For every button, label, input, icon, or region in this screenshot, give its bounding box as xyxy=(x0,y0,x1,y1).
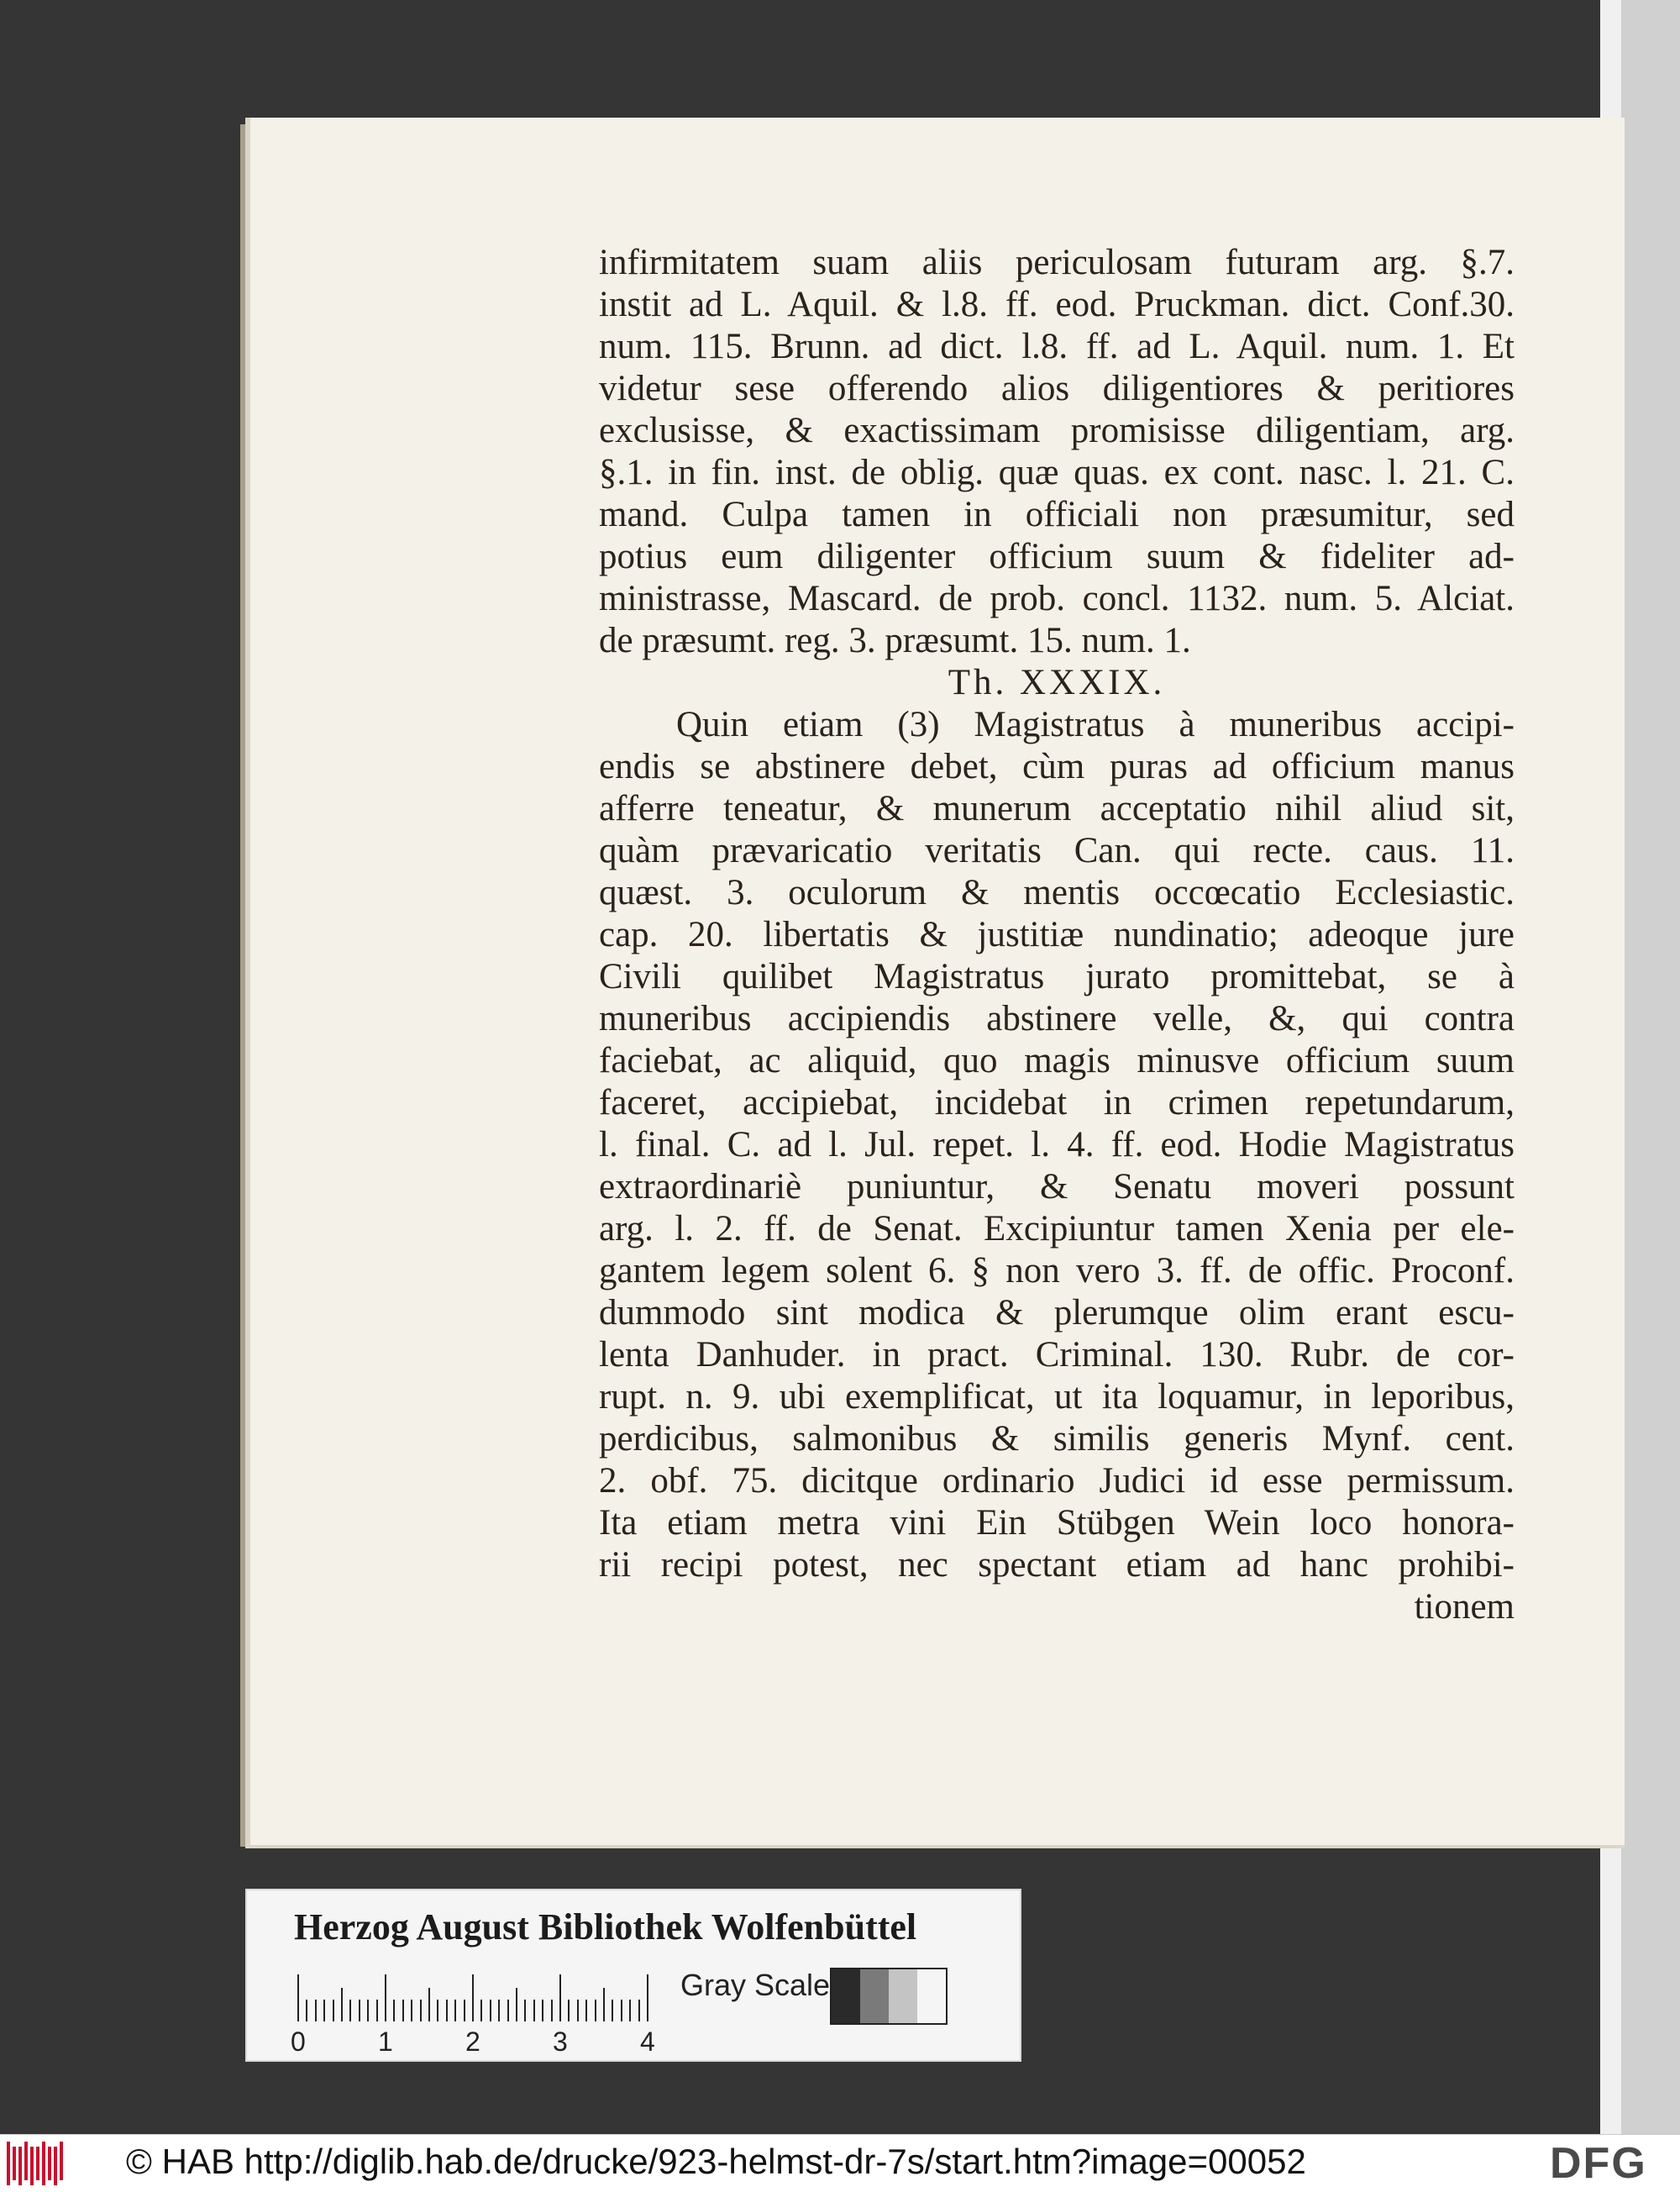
text-line: extraordinariè puniuntur, & Senatu moveri possunt xyxy=(599,1167,1515,1206)
text-line: dummodo sint modica & plerumque olim erant escu- xyxy=(599,1293,1515,1333)
logo-bar xyxy=(7,2142,10,2185)
text-line: infirmitatem suam aliis periculosam futuram arg. §.7. xyxy=(599,243,1515,282)
ruler-tick xyxy=(490,2000,491,2021)
ruler-tick xyxy=(420,2000,422,2021)
text-line: de præsumt. reg. 3. præsumt. 15. num. 1. xyxy=(599,621,1191,660)
ruler-tick xyxy=(437,2000,438,2021)
ruler-tick xyxy=(551,2000,553,2021)
text-line: perdicibus, salmonibus & similis generis Mynf. cent. xyxy=(599,1419,1515,1459)
ruler-tick xyxy=(568,2000,570,2021)
ruler-number: 0 xyxy=(291,2026,306,2057)
ruler-tick xyxy=(306,2000,307,2021)
text-line: arg. l. 2. ff. de Senat. Excipiuntur tamen Xenia per ele- xyxy=(599,1209,1515,1248)
logo-bar xyxy=(36,2147,39,2180)
ruler-tick xyxy=(333,2000,334,2021)
text-line: ministrasse, Mascard. de prob. concl. 1132. num. 5. Alciat. xyxy=(599,579,1515,618)
ruler-tick xyxy=(559,1974,561,2021)
text-line: lenta Danhuder. in pract. Criminal. 130. Rubr. de cor- xyxy=(599,1335,1515,1375)
logo-bar xyxy=(42,2142,45,2185)
gray-swatch xyxy=(860,1969,889,2023)
ruler-tick xyxy=(524,2000,526,2021)
ruler-tick xyxy=(367,2000,369,2021)
thesis-heading: Th. XXXIX. xyxy=(948,663,1166,702)
ruler-tick xyxy=(464,2000,465,2021)
library-title: Herzog August Bibliothek Wolfenbüttel xyxy=(294,1906,917,1948)
text-line: potius eum diligenter officium suum & fideliter ad- xyxy=(599,537,1515,576)
ruler-tick xyxy=(533,2000,535,2021)
text-line: rupt. n. 9. ubi exemplificat, ut ita loquamur, in leporibus, xyxy=(599,1377,1515,1417)
text-line: l. final. C. ad l. Jul. repet. l. 4. ff. eod. Hodie Magistratus xyxy=(599,1125,1515,1164)
text-line: muneribus accipiendis abstinere velle, &, qui contra xyxy=(599,999,1515,1038)
measurement-ruler xyxy=(297,1971,650,2021)
logo-bar xyxy=(13,2147,16,2180)
gray-scale-swatches xyxy=(830,1968,948,2025)
gray-swatch xyxy=(917,1969,946,2023)
ruler-tick xyxy=(359,2000,360,2021)
dfg-logo: DFG xyxy=(1550,2139,1647,2188)
ruler-tick xyxy=(621,2000,622,2021)
text-line: Ita etiam metra vini Ein Stübgen Wein loco honora- xyxy=(599,1503,1515,1543)
ruler-tick xyxy=(542,2000,543,2021)
ruler-tick xyxy=(585,2000,587,2021)
ruler-tick xyxy=(507,2000,509,2021)
ruler-numbers xyxy=(291,2026,660,2060)
text-line: Civili quilibet Magistratus jurato promittebat, se à xyxy=(599,957,1515,996)
ruler-tick xyxy=(647,1974,648,2021)
logo-bar xyxy=(24,2142,28,2180)
text-line: gantem legem solent 6. § non vero 3. ff. de offic. Proconf. xyxy=(599,1251,1515,1290)
text-line: quàm prævaricatio veritatis Can. qui recte. caus. 11. xyxy=(599,831,1515,870)
footer-bar xyxy=(0,2134,1680,2192)
text-line: §.1. in fin. inst. de oblig. quæ quas. ex cont. nasc. l. 21. C. xyxy=(599,453,1515,492)
ruler-number: 4 xyxy=(640,2026,655,2057)
ruler-tick xyxy=(297,1974,299,2021)
ruler-tick xyxy=(315,2000,317,2021)
library-label-card xyxy=(245,1889,1021,2062)
ruler-tick xyxy=(341,1988,343,2021)
gray-swatch xyxy=(832,1969,860,2023)
ruler-tick xyxy=(428,1988,430,2021)
text-line: mand. Culpa tamen in officiali non præsumitur, sed xyxy=(599,495,1515,534)
ruler-tick xyxy=(516,1988,517,2021)
ruler-tick xyxy=(376,2000,378,2021)
logo-bar xyxy=(48,2147,51,2180)
text-line: 2. obf. 75. dicitque ordinario Judici id esse permissum. xyxy=(599,1461,1515,1501)
text-line: endis se abstinere debet, cùm puras ad officium manus xyxy=(599,747,1515,786)
ruler-number: 1 xyxy=(378,2026,393,2057)
gray-swatch xyxy=(889,1969,917,2023)
text-line: Quin etiam (3) Magistratus à muneribus accipi- xyxy=(676,705,1515,744)
gray-scale-label: Gray Scale xyxy=(680,1968,831,2002)
ruler-tick xyxy=(480,2000,482,2021)
ruler-number: 3 xyxy=(553,2026,568,2057)
ruler-tick xyxy=(454,2000,456,2021)
ruler-tick xyxy=(402,2000,404,2021)
text-line: faciebat, ac aliquid, quo magis minusve officium suum xyxy=(599,1041,1515,1080)
ruler-tick xyxy=(393,2000,395,2021)
ruler-tick xyxy=(603,1988,605,2021)
ruler-tick xyxy=(498,2000,500,2021)
ruler-tick xyxy=(446,2000,448,2021)
text-line: quæst. 3. oculorum & mentis occœcatio Ecclesiastic. xyxy=(599,873,1515,912)
ruler-tick xyxy=(629,2000,631,2021)
ruler-tick xyxy=(385,1974,386,2021)
text-line: videtur sese offerendo alios diligentiores & peritiores xyxy=(599,369,1515,408)
ruler-tick xyxy=(472,1974,474,2021)
logo-bar xyxy=(30,2147,34,2185)
ruler-tick xyxy=(349,2000,351,2021)
text-line: num. 115. Brunn. ad dict. l.8. ff. ad L. Aquil. num. 1. Et xyxy=(599,327,1515,366)
ruler-tick xyxy=(638,2000,640,2021)
text-line: rii recipi potest, nec spectant etiam ad hanc prohibi- xyxy=(599,1545,1515,1585)
ruler-tick xyxy=(595,2000,596,2021)
text-line: afferre teneatur, & munerum acceptatio nihil aliud sit, xyxy=(599,789,1515,828)
ruler-tick xyxy=(577,2000,579,2021)
catchword: tionem xyxy=(1414,1587,1515,1627)
ruler-tick xyxy=(323,2000,325,2021)
ruler-tick xyxy=(411,2000,412,2021)
logo-bar xyxy=(18,2147,22,2185)
logo-bar xyxy=(54,2147,57,2185)
text-line: cap. 20. libertatis & justitiæ nundinatio; adeoque jure xyxy=(599,915,1515,954)
text-line: faceret, accipiebat, incidebat in crimen repetundarum, xyxy=(599,1083,1515,1122)
ruler-tick xyxy=(612,2000,613,2021)
ruler-number: 2 xyxy=(465,2026,480,2057)
logo-bar xyxy=(60,2142,63,2180)
hab-logo-icon xyxy=(7,2142,71,2185)
text-line: instit ad L. Aquil. & l.8. ff. eod. Pruckman. dict. Conf.30. xyxy=(599,285,1515,324)
footer-copyright-link[interactable]: © HAB http://diglib.hab.de/drucke/923-helmst-dr-7s/start.htm?image=00052 xyxy=(126,2142,1306,2181)
page-text xyxy=(599,242,1515,1628)
text-line: exclusisse, & exactissimam promisisse diligentiam, arg. xyxy=(599,411,1515,450)
